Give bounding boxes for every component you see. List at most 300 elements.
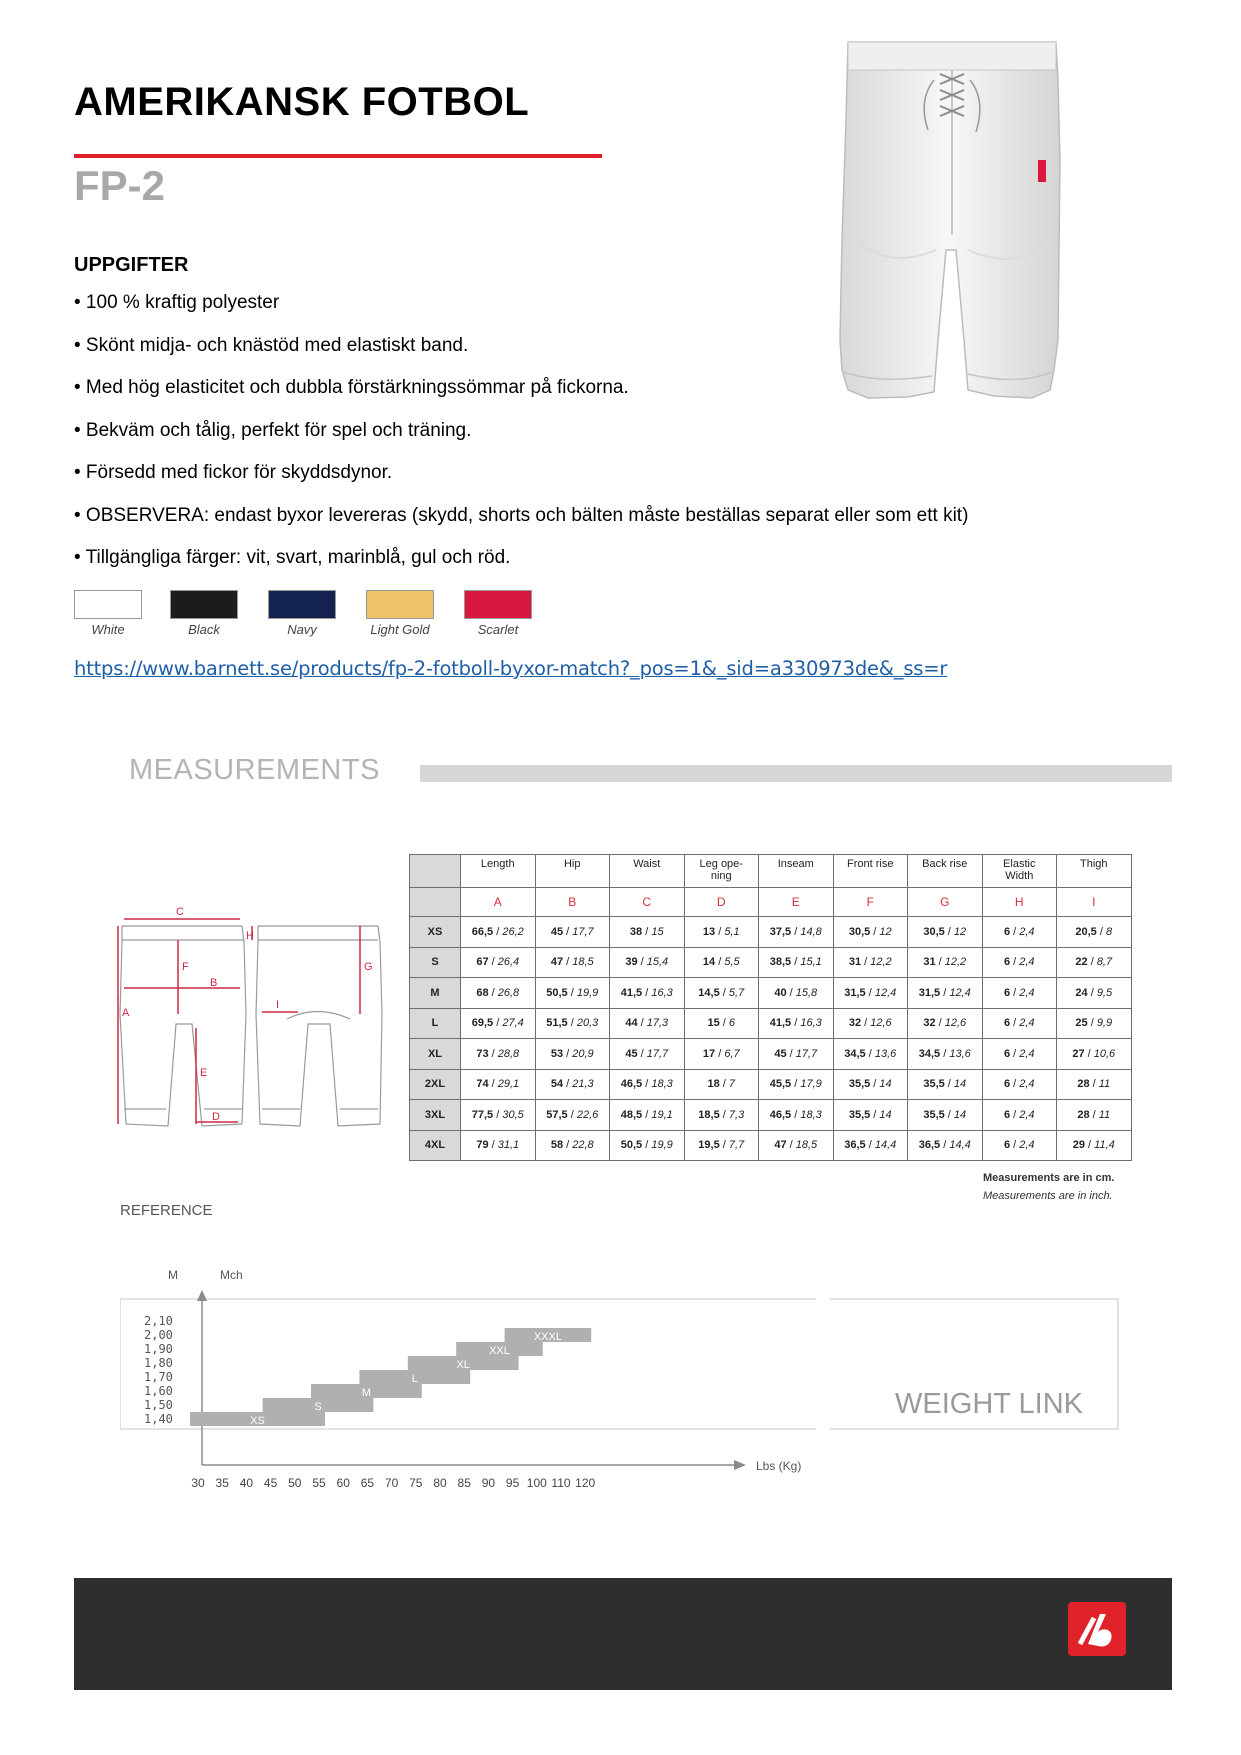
value-separator: / bbox=[488, 1047, 498, 1060]
size-label: XS bbox=[410, 917, 461, 948]
cm-value: 18,5 bbox=[698, 1108, 720, 1121]
size-bar-label: L bbox=[411, 1373, 418, 1385]
inch-value: 17,7 bbox=[646, 1047, 669, 1060]
table-cell bbox=[461, 1100, 536, 1131]
measurements-title: MEASUREMENTS bbox=[129, 754, 380, 786]
table-cell bbox=[535, 947, 610, 978]
inch-value: 29,1 bbox=[497, 1078, 520, 1091]
cm-value: 74 bbox=[476, 1078, 489, 1091]
value-separator: / bbox=[488, 956, 498, 969]
cm-value: 35,5 bbox=[848, 1108, 871, 1121]
column-letter: F bbox=[833, 888, 908, 917]
inch-value: 26,4 bbox=[497, 956, 520, 969]
cm-value: 50,5 bbox=[546, 986, 568, 999]
table-cell bbox=[833, 1039, 908, 1070]
cm-value: 45 bbox=[774, 1047, 787, 1060]
value-separator: / bbox=[715, 956, 725, 969]
cm-value: 29 bbox=[1072, 1139, 1085, 1152]
column-header: Back rise bbox=[908, 855, 983, 888]
swatch-box bbox=[464, 590, 532, 619]
value-separator: / bbox=[944, 1078, 954, 1091]
table-corner bbox=[410, 888, 461, 917]
y-axis-label-mch: Mch bbox=[220, 1268, 243, 1282]
value-separator: / bbox=[935, 1017, 945, 1030]
value-separator: / bbox=[870, 1078, 880, 1091]
table-cell bbox=[684, 1130, 759, 1161]
cm-value: 77,5 bbox=[471, 1108, 494, 1121]
value-separator: / bbox=[1010, 1047, 1020, 1060]
cm-value: 20,5 bbox=[1075, 925, 1097, 938]
table-cell bbox=[982, 917, 1057, 948]
table-cell bbox=[833, 947, 908, 978]
x-tick-label: 50 bbox=[288, 1476, 302, 1490]
column-letter: B bbox=[535, 888, 610, 917]
x-tick-label: 85 bbox=[457, 1476, 471, 1490]
table-cell bbox=[610, 1100, 685, 1131]
size-label: M bbox=[410, 978, 461, 1009]
cm-value: 6 bbox=[1003, 1047, 1011, 1060]
cm-value: 28 bbox=[1077, 1078, 1090, 1091]
column-header: Hip bbox=[535, 855, 610, 888]
table-cell bbox=[461, 1008, 536, 1039]
table-cell bbox=[759, 1008, 834, 1039]
inch-value: 14,4 bbox=[874, 1139, 897, 1152]
inch-value: 11,4 bbox=[1094, 1139, 1115, 1152]
table-cell bbox=[535, 1130, 610, 1161]
size-label: 2XL bbox=[410, 1069, 461, 1100]
table-cell bbox=[759, 947, 834, 978]
value-separator: / bbox=[567, 986, 577, 999]
cm-value: 38 bbox=[629, 925, 643, 938]
inch-value: 12,6 bbox=[870, 1017, 892, 1030]
value-separator: / bbox=[563, 956, 573, 969]
cm-value: 48,5 bbox=[620, 1108, 643, 1121]
cm-value: 24 bbox=[1075, 986, 1088, 999]
table-cell bbox=[461, 978, 536, 1009]
inch-value: 17,9 bbox=[800, 1078, 822, 1091]
table-cell bbox=[982, 1130, 1057, 1161]
swatch-box bbox=[170, 590, 238, 619]
swatch-box bbox=[268, 590, 336, 619]
cm-value: 39 bbox=[625, 956, 638, 969]
inch-value: 5,7 bbox=[728, 986, 745, 999]
value-separator: / bbox=[944, 1108, 954, 1121]
cm-value: 46,5 bbox=[769, 1108, 792, 1121]
inch-value: 17,3 bbox=[646, 1017, 669, 1030]
x-tick-label: 120 bbox=[575, 1476, 596, 1490]
inch-value: 7 bbox=[728, 1078, 736, 1091]
inch-value: 18,5 bbox=[572, 956, 594, 969]
table-cell bbox=[1057, 947, 1132, 978]
chart-frame-gap bbox=[816, 1295, 830, 1435]
table-body bbox=[410, 917, 1132, 1161]
value-separator: / bbox=[719, 986, 729, 999]
value-separator: / bbox=[563, 1047, 573, 1060]
y-tick-label: 1,90 bbox=[144, 1342, 173, 1356]
inch-value: 12 bbox=[953, 925, 967, 938]
cm-value: 15 bbox=[707, 1017, 720, 1030]
table-row bbox=[410, 1039, 1132, 1070]
inch-value: 12,4 bbox=[949, 986, 971, 999]
table-cell bbox=[833, 1100, 908, 1131]
value-separator: / bbox=[786, 986, 796, 999]
y-axis-label-m: M bbox=[168, 1268, 178, 1282]
value-separator: / bbox=[715, 1047, 725, 1060]
title-divider bbox=[74, 154, 602, 158]
cm-value: 46,5 bbox=[620, 1078, 643, 1091]
column-header: Thigh bbox=[1057, 855, 1132, 888]
value-separator: / bbox=[563, 1139, 573, 1152]
table-cell bbox=[684, 917, 759, 948]
inch-value: 7,7 bbox=[728, 1139, 745, 1152]
value-separator: / bbox=[1010, 1078, 1020, 1091]
x-tick-label: 80 bbox=[433, 1476, 447, 1490]
cm-value: 13 bbox=[702, 925, 716, 938]
value-separator: / bbox=[637, 1047, 647, 1060]
table-cell bbox=[982, 1100, 1057, 1131]
table-cell bbox=[833, 1069, 908, 1100]
inch-value: 19,1 bbox=[651, 1108, 673, 1121]
column-letter: G bbox=[908, 888, 983, 917]
table-cell bbox=[1057, 1039, 1132, 1070]
y-tick-label: 1,70 bbox=[144, 1370, 173, 1384]
table-cell bbox=[759, 1100, 834, 1131]
table-cell bbox=[1057, 1130, 1132, 1161]
table-cell bbox=[982, 1069, 1057, 1100]
value-separator: / bbox=[715, 925, 725, 938]
table-cell bbox=[535, 1100, 610, 1131]
cm-value: 66,5 bbox=[471, 925, 494, 938]
table-row bbox=[410, 978, 1132, 1009]
value-separator: / bbox=[1010, 1139, 1020, 1152]
value-separator: / bbox=[1010, 986, 1020, 999]
cm-value: 45 bbox=[625, 1047, 638, 1060]
table-cell bbox=[684, 978, 759, 1009]
value-separator: / bbox=[935, 956, 945, 969]
spec-item: • Tillgängliga färger: vit, svart, marinblå, gul och röd. bbox=[74, 547, 511, 568]
inch-value: 22,6 bbox=[576, 1108, 599, 1121]
value-separator: / bbox=[488, 1078, 498, 1091]
inch-value: 2,4 bbox=[1019, 1047, 1035, 1060]
value-separator: / bbox=[642, 925, 652, 938]
cm-value: 36,5 bbox=[844, 1139, 866, 1152]
column-header: Length bbox=[461, 855, 536, 888]
cm-value: 69,5 bbox=[471, 1017, 494, 1030]
measurement-diagram bbox=[112, 904, 384, 1134]
inch-value: 14 bbox=[879, 1108, 892, 1121]
inch-value: 26,2 bbox=[502, 925, 524, 938]
inch-value: 11 bbox=[1098, 1078, 1111, 1091]
cm-value: 35,5 bbox=[848, 1078, 871, 1091]
cm-value: 45 bbox=[550, 925, 564, 938]
cm-value: 6 bbox=[1003, 956, 1011, 969]
y-tick-label: 1,40 bbox=[144, 1412, 173, 1426]
inch-value: 2,4 bbox=[1019, 925, 1035, 938]
column-header: Elastic Width bbox=[982, 855, 1057, 888]
value-separator: / bbox=[786, 1139, 796, 1152]
inch-value: 2,4 bbox=[1019, 986, 1035, 999]
table-cell bbox=[684, 1100, 759, 1131]
cm-value: 44 bbox=[625, 1017, 638, 1030]
cm-value: 31,5 bbox=[918, 986, 941, 999]
table-cell bbox=[610, 1039, 685, 1070]
cm-value: 28 bbox=[1077, 1108, 1090, 1121]
inch-value: 10,6 bbox=[1093, 1047, 1116, 1060]
inch-value: 8,7 bbox=[1096, 956, 1113, 969]
inch-value: 5,5 bbox=[724, 956, 740, 969]
inch-value: 17,7 bbox=[572, 925, 594, 938]
inch-value: 30,5 bbox=[502, 1108, 524, 1121]
x-tick-label: 60 bbox=[336, 1476, 350, 1490]
inch-value: 16,3 bbox=[651, 986, 673, 999]
column-letter: D bbox=[684, 888, 759, 917]
table-cell bbox=[759, 978, 834, 1009]
table-cell bbox=[1057, 1069, 1132, 1100]
value-separator: / bbox=[563, 1078, 573, 1091]
x-axis-arrow bbox=[734, 1460, 746, 1470]
table-cell bbox=[461, 947, 536, 978]
size-label: XL bbox=[410, 1039, 461, 1070]
inch-value: 12 bbox=[879, 925, 892, 938]
table-cell bbox=[461, 1069, 536, 1100]
table-row bbox=[410, 947, 1132, 978]
cm-value: 14 bbox=[702, 956, 716, 969]
cm-value: 32 bbox=[923, 1017, 936, 1030]
cm-value: 47 bbox=[774, 1139, 787, 1152]
table-row bbox=[410, 1008, 1132, 1039]
inch-value: 18,3 bbox=[800, 1108, 822, 1121]
inch-value: 14 bbox=[879, 1078, 892, 1091]
value-separator: / bbox=[791, 1108, 801, 1121]
y-tick-label: 2,00 bbox=[144, 1328, 173, 1342]
column-header: Leg ope- ning bbox=[684, 855, 759, 888]
diagram-letter-a: A bbox=[122, 1007, 130, 1019]
diagram-letter-f: F bbox=[182, 961, 189, 973]
inch-value: 28,8 bbox=[497, 1047, 520, 1060]
table-cell bbox=[610, 917, 685, 948]
cm-value: 6 bbox=[1003, 1017, 1011, 1030]
inch-value: 19,9 bbox=[576, 986, 599, 999]
diagram-letter-c: C bbox=[176, 906, 184, 918]
cm-value: 31 bbox=[848, 956, 862, 969]
y-tick-label: 1,60 bbox=[144, 1384, 173, 1398]
inch-value: 26,8 bbox=[497, 986, 520, 999]
cm-value: 41,5 bbox=[620, 986, 643, 999]
model-name: FP-2 bbox=[74, 162, 166, 209]
cm-value: 36,5 bbox=[918, 1139, 941, 1152]
color-swatch-navy bbox=[268, 590, 336, 637]
table-row bbox=[410, 1130, 1132, 1161]
value-separator: / bbox=[1087, 956, 1097, 969]
cm-value: 45,5 bbox=[769, 1078, 792, 1091]
cm-value: 40 bbox=[774, 986, 787, 999]
table-cell bbox=[833, 978, 908, 1009]
cm-value: 37,5 bbox=[769, 925, 792, 938]
table-header-row bbox=[410, 855, 1132, 888]
size-bar-label: XS bbox=[250, 1415, 265, 1427]
value-separator: / bbox=[563, 925, 573, 938]
y-tick-label: 2,10 bbox=[144, 1314, 173, 1328]
inch-value: 14,8 bbox=[800, 925, 822, 938]
column-header: Front rise bbox=[833, 855, 908, 888]
y-axis-arrow bbox=[197, 1290, 207, 1301]
value-separator: / bbox=[493, 925, 503, 938]
inch-value: 9,5 bbox=[1096, 986, 1113, 999]
table-cell bbox=[982, 1039, 1057, 1070]
value-separator: / bbox=[791, 956, 801, 969]
spec-item: • Skönt midja- och knästöd med elastiskt band. bbox=[74, 334, 469, 356]
inch-value: 15,1 bbox=[800, 956, 822, 969]
x-tick-label: 90 bbox=[481, 1476, 496, 1490]
column-letter: E bbox=[759, 888, 834, 917]
table-cell bbox=[908, 1039, 983, 1070]
color-swatch-scarlet bbox=[464, 590, 532, 637]
color-swatch-white bbox=[74, 590, 142, 637]
cm-value: 54 bbox=[550, 1078, 564, 1091]
color-swatch-light-gold bbox=[366, 590, 434, 637]
x-tick-label: 35 bbox=[215, 1476, 229, 1490]
x-axis-label: Lbs (Kg) bbox=[756, 1459, 802, 1473]
table-row bbox=[410, 917, 1132, 948]
size-bar-label: S bbox=[314, 1401, 322, 1413]
inch-value: 17,7 bbox=[795, 1047, 818, 1060]
inch-value: 13,6 bbox=[874, 1047, 897, 1060]
value-separator: / bbox=[940, 1047, 950, 1060]
spec-item: • 100 % kraftig polyester bbox=[74, 292, 280, 313]
value-separator: / bbox=[719, 1078, 729, 1091]
note-cm: Measurements are in cm. bbox=[983, 1172, 1115, 1184]
table-cell bbox=[982, 978, 1057, 1009]
swatch-box bbox=[366, 590, 434, 619]
x-tick-label: 40 bbox=[239, 1476, 254, 1490]
cm-value: 30,5 bbox=[923, 925, 945, 938]
diagram-letter-e: E bbox=[200, 1067, 208, 1079]
inch-value: 31,1 bbox=[497, 1139, 520, 1152]
value-separator: / bbox=[637, 956, 647, 969]
value-separator: / bbox=[642, 1078, 652, 1091]
table-cell bbox=[982, 1008, 1057, 1039]
cm-value: 25 bbox=[1075, 1017, 1088, 1030]
cm-value: 31,5 bbox=[844, 986, 866, 999]
cm-value: 47 bbox=[550, 956, 564, 969]
x-tick-label: 30 bbox=[191, 1476, 205, 1490]
cm-value: 67 bbox=[476, 956, 489, 969]
inch-value: 6 bbox=[728, 1017, 736, 1030]
size-label: L bbox=[410, 1008, 461, 1039]
inch-value: 18,3 bbox=[651, 1078, 673, 1091]
table-cell bbox=[684, 1039, 759, 1070]
specs-list bbox=[74, 291, 968, 589]
product-link[interactable]: https://www.barnett.se/products/fp-2-fotboll-byxor-match?_pos=1&_sid=a330973de&_ss=r bbox=[74, 657, 948, 680]
swatch-label: Black bbox=[188, 622, 220, 637]
table-cell bbox=[535, 1039, 610, 1070]
value-separator: / bbox=[493, 1108, 503, 1121]
table-cell bbox=[908, 947, 983, 978]
x-tick-label: 70 bbox=[384, 1476, 399, 1490]
color-swatch-black bbox=[170, 590, 238, 637]
cm-value: 32 bbox=[848, 1017, 862, 1030]
inch-value: 27,4 bbox=[502, 1017, 524, 1030]
inch-value: 15,8 bbox=[795, 986, 818, 999]
diagram-letter-d: D bbox=[212, 1111, 220, 1123]
cm-value: 34,5 bbox=[844, 1047, 866, 1060]
weight-reference-chart bbox=[120, 1255, 1120, 1495]
table-cell bbox=[535, 917, 610, 948]
table-cell bbox=[1057, 1008, 1132, 1039]
cm-value: 17 bbox=[702, 1047, 716, 1060]
table-cell bbox=[610, 978, 685, 1009]
size-label: S bbox=[410, 947, 461, 978]
specs-heading: UPPGIFTER bbox=[74, 254, 189, 276]
table-cell bbox=[610, 947, 685, 978]
table-cell bbox=[759, 1069, 834, 1100]
table-cell bbox=[610, 1130, 685, 1161]
table-cell bbox=[982, 947, 1057, 978]
inch-value: 2,4 bbox=[1019, 1108, 1035, 1121]
cm-value: 22 bbox=[1075, 956, 1088, 969]
value-separator: / bbox=[861, 1017, 871, 1030]
diagram-letter-g: G bbox=[364, 961, 373, 973]
table-cell bbox=[759, 917, 834, 948]
note-inch: Measurements are in inch. bbox=[983, 1190, 1113, 1202]
size-table bbox=[409, 854, 1132, 1161]
cm-value: 27 bbox=[1072, 1047, 1085, 1060]
cm-value: 31 bbox=[923, 956, 936, 969]
x-tick-label: 100 bbox=[526, 1476, 547, 1490]
cm-value: 6 bbox=[1003, 925, 1011, 938]
cm-value: 57,5 bbox=[546, 1108, 568, 1121]
column-header: Inseam bbox=[759, 855, 834, 888]
table-cell bbox=[1057, 1100, 1132, 1131]
swatch-box bbox=[74, 590, 142, 619]
table-cell bbox=[535, 978, 610, 1009]
table-row bbox=[410, 1069, 1132, 1100]
inch-value: 20,9 bbox=[572, 1047, 594, 1060]
cm-value: 79 bbox=[476, 1139, 489, 1152]
table-cell bbox=[908, 1069, 983, 1100]
value-separator: / bbox=[1087, 986, 1097, 999]
value-separator: / bbox=[865, 986, 875, 999]
inch-value: 20,3 bbox=[576, 1017, 599, 1030]
table-cell bbox=[1057, 978, 1132, 1009]
value-separator: / bbox=[642, 1139, 652, 1152]
table-cell bbox=[610, 1069, 685, 1100]
cm-value: 6 bbox=[1003, 1078, 1011, 1091]
x-tick-label: 45 bbox=[263, 1476, 278, 1490]
cm-value: 68 bbox=[476, 986, 489, 999]
cm-value: 19,5 bbox=[698, 1139, 720, 1152]
inch-value: 12,2 bbox=[944, 956, 967, 969]
page-title: AMERIKANSK FOTBOL bbox=[74, 80, 530, 124]
brand-logo bbox=[1068, 1602, 1126, 1656]
column-letter: A bbox=[461, 888, 536, 917]
table-cell bbox=[535, 1069, 610, 1100]
inch-value: 15 bbox=[651, 925, 664, 938]
table-cell bbox=[461, 917, 536, 948]
size-bar-label: M bbox=[361, 1387, 371, 1399]
table-cell bbox=[610, 1008, 685, 1039]
table-cell bbox=[759, 1039, 834, 1070]
inch-value: 5,1 bbox=[724, 925, 740, 938]
cm-value: 30,5 bbox=[848, 925, 871, 938]
measurements-bar bbox=[420, 765, 1172, 782]
value-separator: / bbox=[567, 1108, 577, 1121]
inch-value: 6,7 bbox=[724, 1047, 740, 1060]
cm-value: 6 bbox=[1003, 1139, 1011, 1152]
table-cell bbox=[908, 978, 983, 1009]
inch-value: 14 bbox=[953, 1108, 967, 1121]
x-tick-label: 75 bbox=[409, 1476, 423, 1490]
